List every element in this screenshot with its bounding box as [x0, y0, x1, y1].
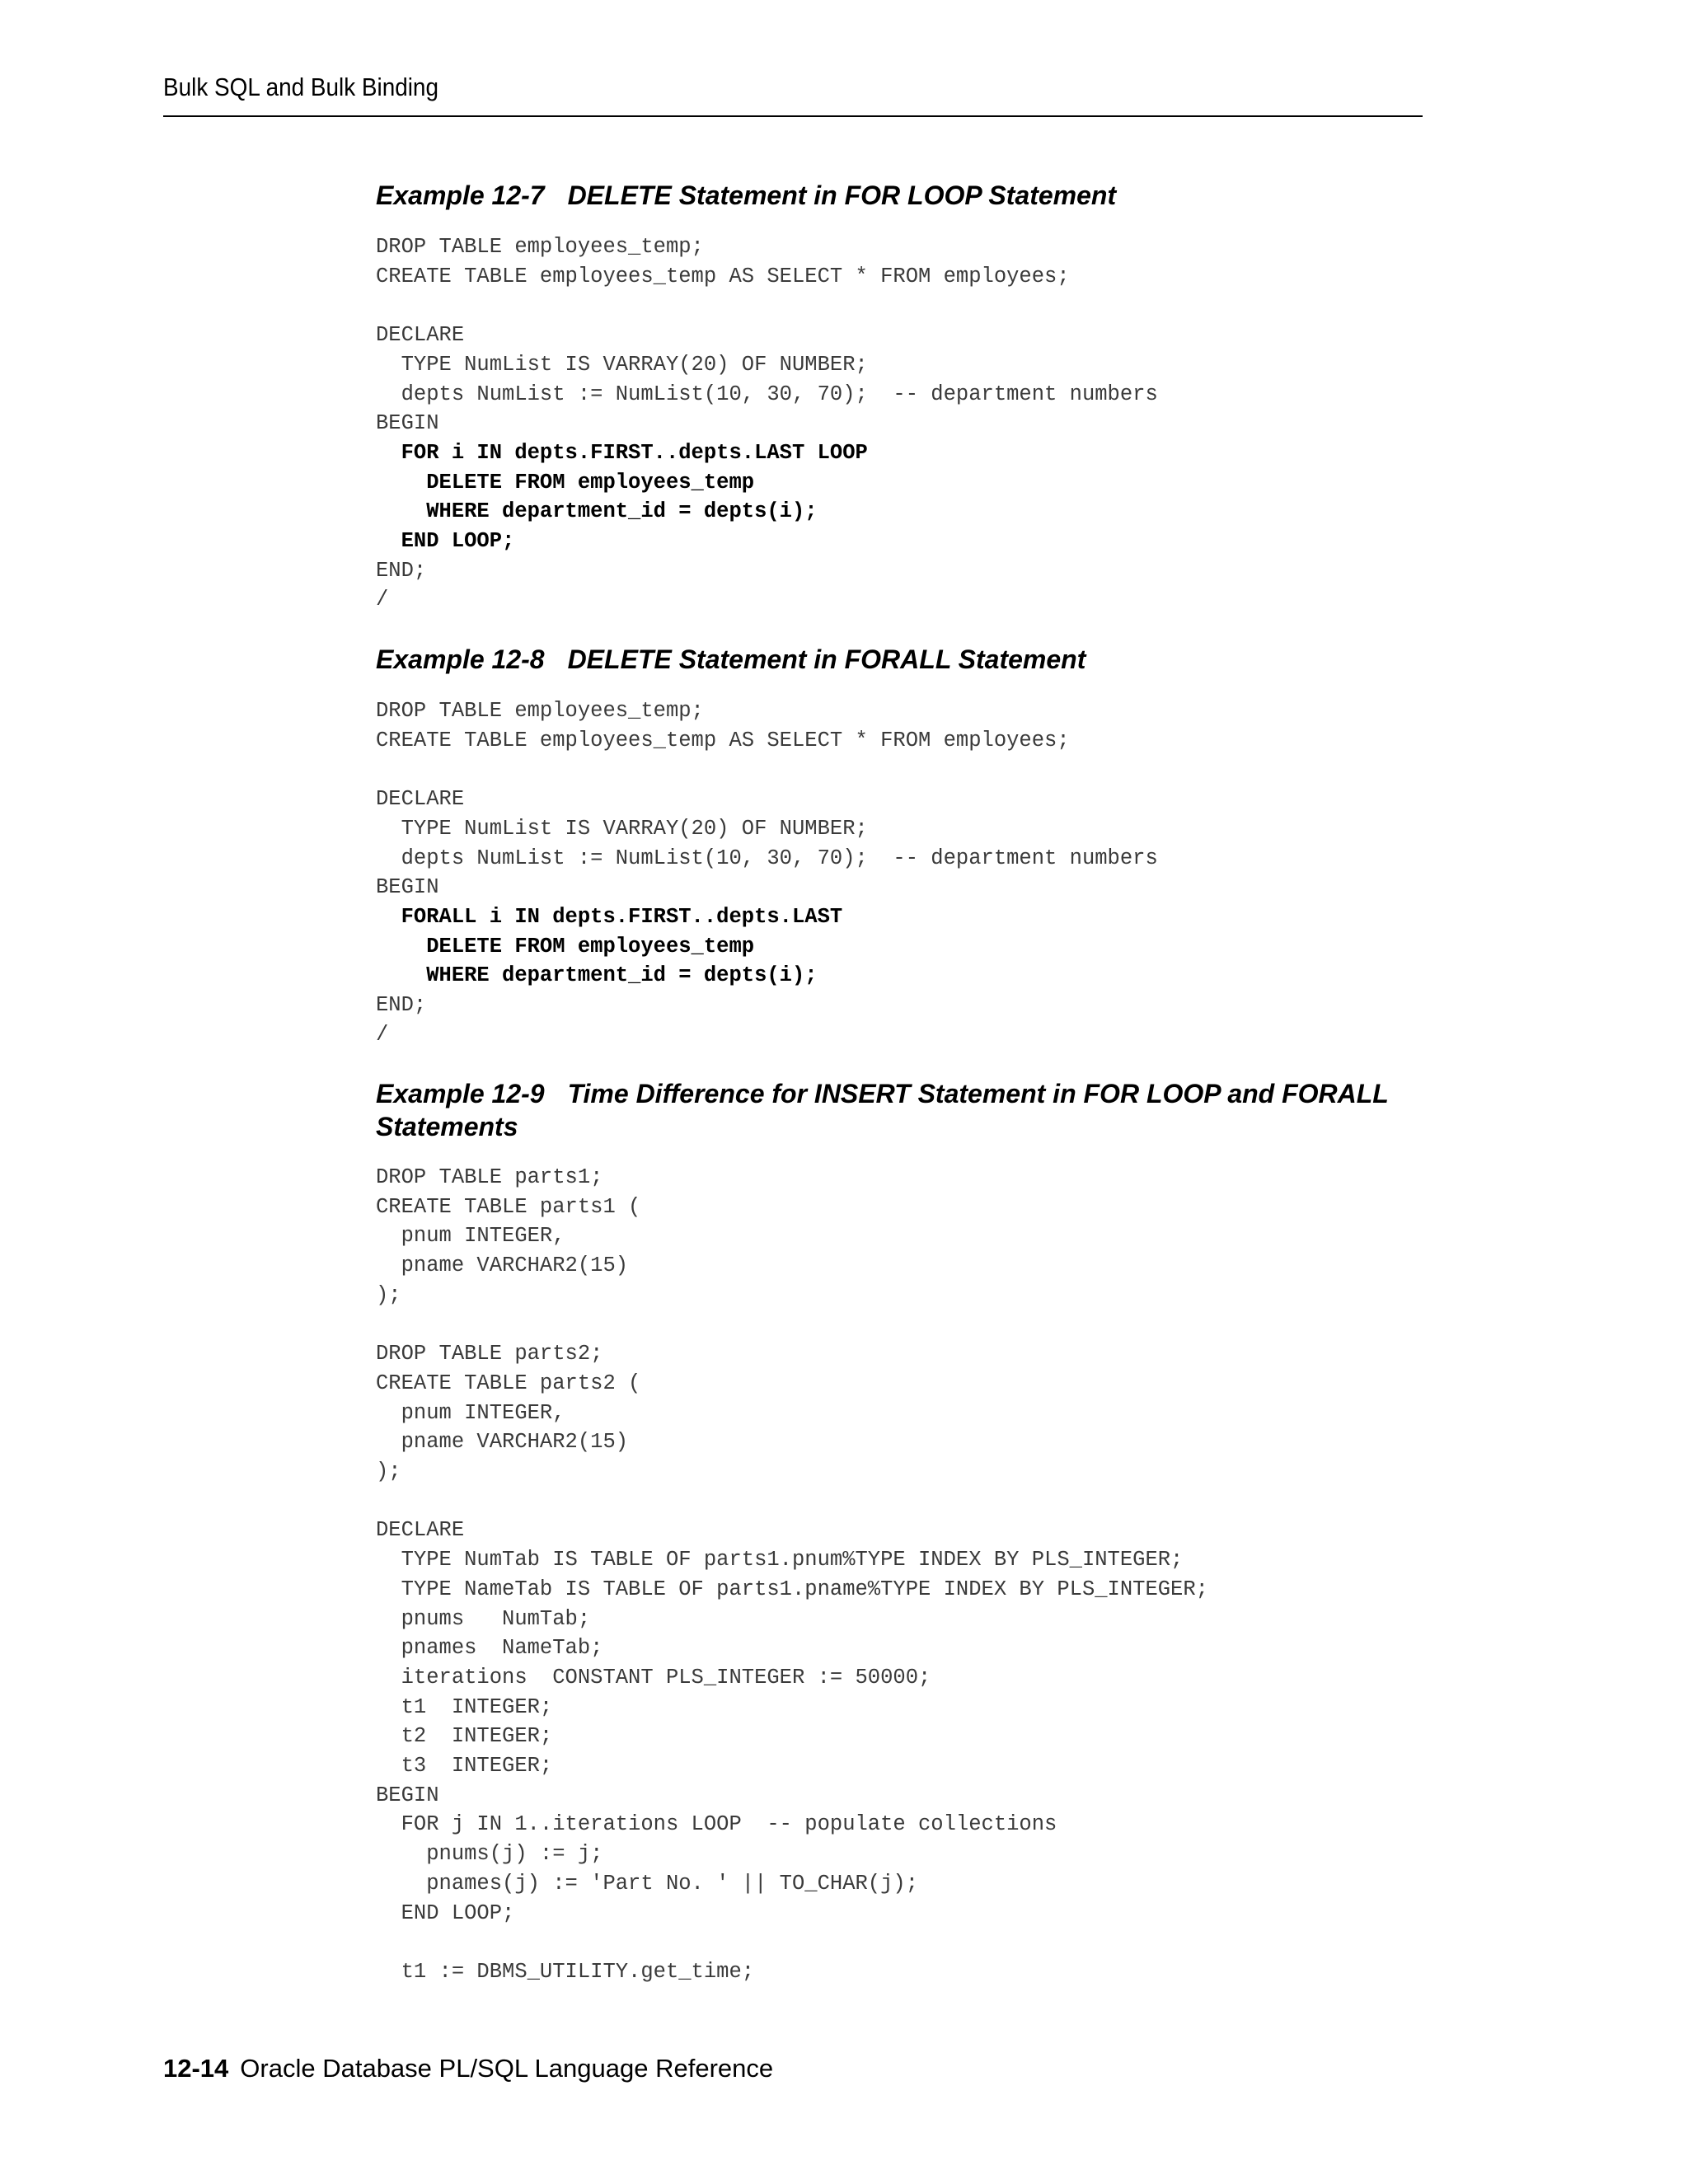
code-line: /: [376, 588, 389, 612]
example-12-7-title: [376, 179, 1447, 212]
code-line: );: [376, 1460, 401, 1484]
code-line: pnums NumTab;: [376, 1606, 591, 1631]
code-line: CREATE TABLE parts2 (: [376, 1371, 641, 1395]
example-12-9-title: [376, 1077, 1447, 1143]
code-line: t3 INTEGER;: [376, 1754, 553, 1779]
code-line: DROP TABLE parts2;: [376, 1342, 603, 1366]
code-line: END;: [376, 558, 427, 583]
code-line: t1 := DBMS_UTILITY.get_time;: [376, 1959, 755, 1984]
code-line: CREATE TABLE parts1 (: [376, 1194, 641, 1219]
code-line: CREATE TABLE employees_temp AS SELECT * FROM employees;: [376, 264, 1070, 288]
code-line: pnum INTEGER,: [376, 1400, 565, 1425]
code-line: [376, 755, 1158, 785]
code-line: [376, 1487, 1208, 1516]
code-line: DROP TABLE parts1;: [376, 1165, 603, 1189]
code-line: pnum INTEGER,: [376, 1224, 565, 1249]
code-line: END LOOP;: [376, 1900, 515, 1925]
code-line: );: [376, 1282, 401, 1307]
example-12-8-title: [376, 643, 1447, 676]
code-line: TYPE NameTab IS TABLE OF parts1.pname%TYPE INDEX BY PLS_INTEGER;: [376, 1577, 1208, 1601]
code-line: END LOOP;: [376, 529, 515, 554]
running-header: Bulk SQL and Bulk Binding: [163, 73, 438, 101]
code-line: TYPE NumList IS VARRAY(20) OF NUMBER;: [376, 816, 868, 841]
page-number: 12-14: [163, 2054, 229, 2083]
code-line: END;: [376, 993, 427, 1018]
code-line: FOR i IN depts.FIRST..depts.LAST LOOP: [376, 440, 868, 465]
code-line: WHERE department_id = depts(i);: [376, 499, 818, 524]
code-line: DECLARE: [376, 787, 465, 812]
code-line: BEGIN: [376, 411, 439, 436]
example-title-text: DELETE Statement in FORALL Statement: [567, 644, 1086, 674]
code-line: BEGIN: [376, 875, 439, 900]
example-12-8-code: [376, 696, 1158, 1049]
code-line: t2 INTEGER;: [376, 1724, 553, 1749]
code-line: /: [376, 1022, 389, 1047]
code-line: DROP TABLE employees_temp;: [376, 699, 704, 723]
code-line: WHERE department_id = depts(i);: [376, 963, 818, 988]
code-line: [376, 1310, 1208, 1340]
example-12-9-code: [376, 1163, 1208, 1987]
code-line: t1 INTEGER;: [376, 1694, 553, 1719]
code-line: pnames NameTab;: [376, 1636, 603, 1661]
code-line: pname VARCHAR2(15): [376, 1430, 629, 1455]
code-line: DROP TABLE employees_temp;: [376, 235, 704, 259]
code-line: FORALL i IN depts.FIRST..depts.LAST: [376, 904, 843, 929]
code-line: DECLARE: [376, 323, 465, 348]
book-title: Oracle Database PL/SQL Language Reference: [240, 2054, 774, 2083]
page-footer: [163, 2054, 773, 2083]
example-number: Example 12-7: [376, 180, 545, 210]
code-line: FOR j IN 1..iterations LOOP -- populate collections: [376, 1812, 1057, 1837]
code-line: DELETE FROM employees_temp: [376, 934, 755, 958]
code-line: depts NumList := NumList(10, 30, 70); -- department numbers: [376, 382, 1158, 406]
code-line: DECLARE: [376, 1518, 465, 1543]
code-line: pnames(j) := 'Part No. ' || TO_CHAR(j);: [376, 1871, 919, 1896]
code-line: TYPE NumTab IS TABLE OF parts1.pnum%TYPE INDEX BY PLS_INTEGER;: [376, 1548, 1184, 1572]
code-line: DELETE FROM employees_temp: [376, 470, 755, 494]
code-line: CREATE TABLE employees_temp AS SELECT * FROM employees;: [376, 728, 1070, 752]
code-line: [376, 291, 1158, 321]
example-title-text: DELETE Statement in FOR LOOP Statement: [567, 180, 1117, 210]
example-title-text: Time Difference for INSERT Statement in FOR LOOP and FORALL: [567, 1079, 1389, 1108]
code-line: iterations CONSTANT PLS_INTEGER := 50000;: [376, 1665, 931, 1690]
example-number: Example 12-9: [376, 1079, 545, 1108]
code-line: [376, 1928, 1208, 1957]
example-title-continuation: Statements: [376, 1112, 518, 1141]
example-12-7-code: [376, 232, 1158, 615]
code-line: TYPE NumList IS VARRAY(20) OF NUMBER;: [376, 352, 868, 377]
code-line: BEGIN: [376, 1783, 439, 1807]
example-number: Example 12-8: [376, 644, 545, 674]
header-rule: [163, 115, 1423, 117]
code-line: pnums(j) := j;: [376, 1842, 603, 1867]
code-line: depts NumList := NumList(10, 30, 70); -- department numbers: [376, 846, 1158, 870]
code-line: pname VARCHAR2(15): [376, 1254, 629, 1278]
